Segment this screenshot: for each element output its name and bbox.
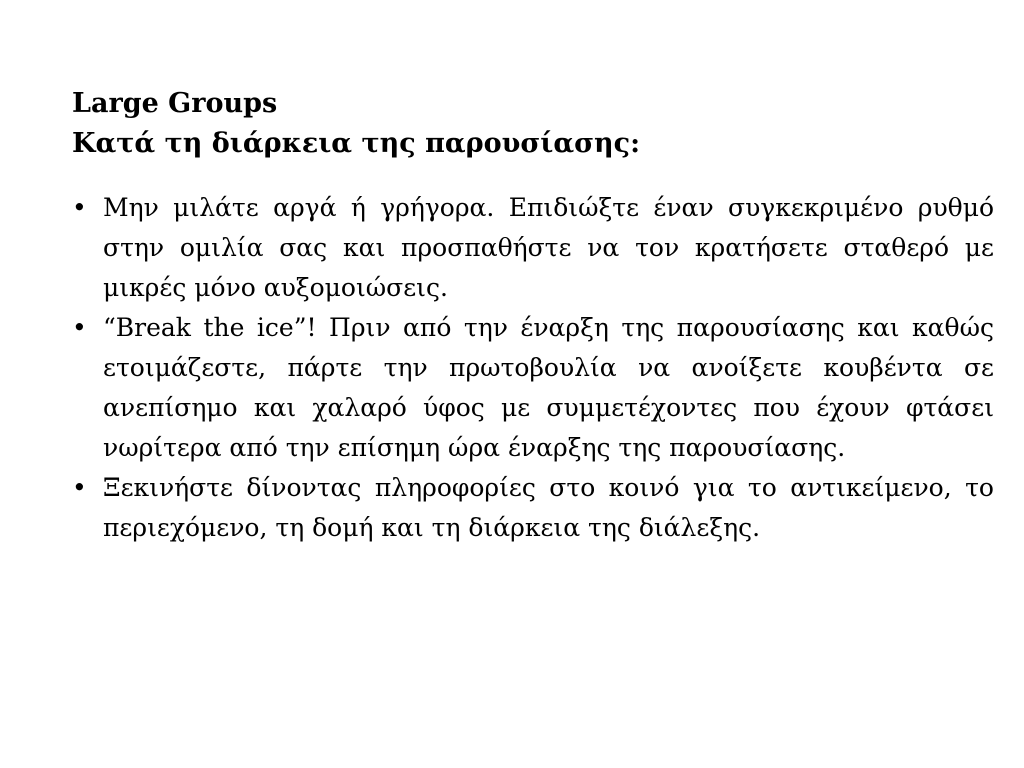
bullet-icon: • [72, 473, 87, 502]
bullet-icon: • [72, 193, 87, 222]
slide-title: Large Groups [72, 88, 278, 119]
bullet-item-2 [72, 308, 994, 468]
bullet-item-3 [72, 468, 994, 548]
slide-subtitle: Κατά τη διάρκεια της παρουσίασης: [72, 128, 641, 159]
bullet-text: Μην μιλάτε αργά ή γρήγορα. Επιδιώξτε έναν συγκεκριμένο ρυθμό στην ομιλία σας και προσπαθήστε να τον κρατήσετε σταθερό με μικρές μόνο αυξομοιώσεις. [103, 193, 994, 302]
bullet-text: “Break the ice”! Πριν από την έναρξη της παρουσίασης και καθώς ετοιμάζεστε, πάρτε την πρωτοβουλία να ανοίξετε κουβέντα σε ανεπίσημο και χαλαρό ύφος με συμμετέχοντες που έχουν φτάσει νωρίτερα από την επίσημη ώρα έναρξης της παρουσίασης. [103, 313, 994, 462]
slide-content [72, 84, 994, 548]
bullet-item-1 [72, 188, 994, 308]
bullet-text: Ξεκινήστε δίνοντας πληροφορίες στο κοινό για το αντικείμενο, το περιεχόμενο, τη δομή και τη διάρκεια της διάλεξης. [103, 473, 994, 542]
bullet-icon: • [72, 313, 87, 342]
bullet-list [72, 188, 994, 548]
